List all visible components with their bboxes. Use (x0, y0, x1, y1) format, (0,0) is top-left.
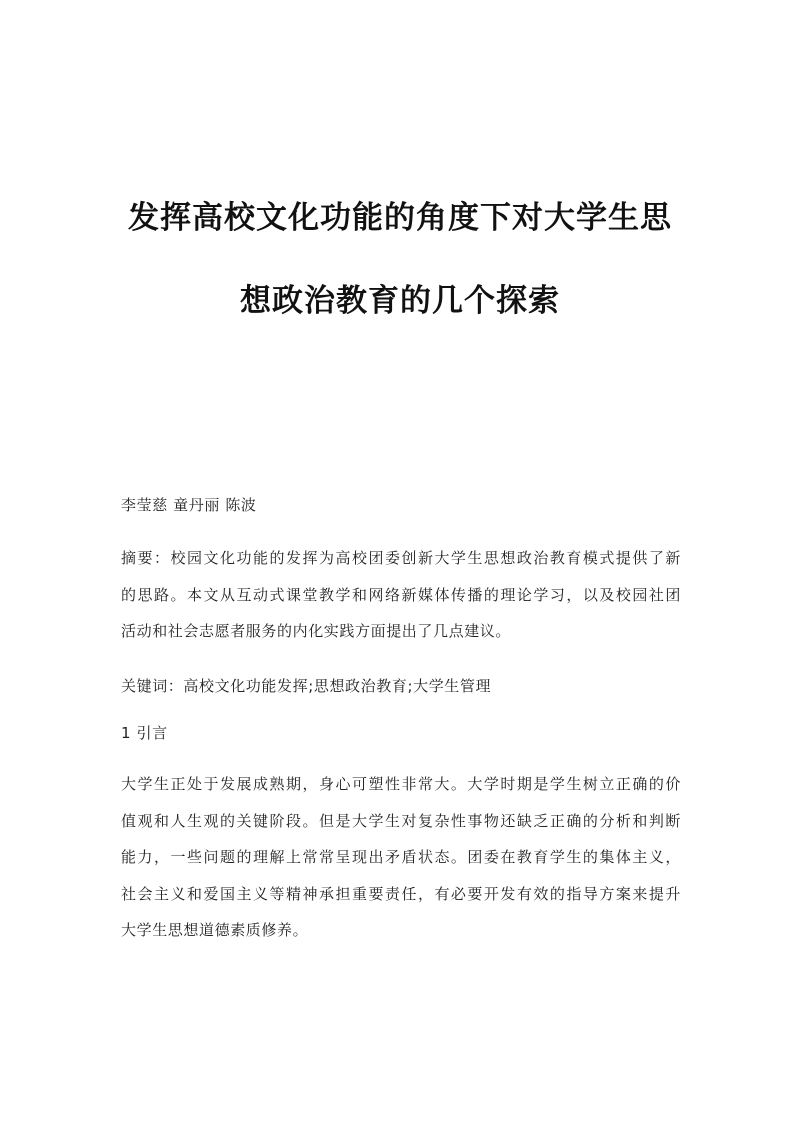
authors: 李莹慈 童丹丽 陈波 (121, 496, 257, 514)
section-line-4: 社会主义和爱国主义等精神承担重要责任，有必要开发有效的指导方案来提升 (121, 884, 681, 903)
abstract-line-3: 活动和社会志愿者服务的内化实践方面提出了几点建议。 (121, 622, 512, 640)
keywords: 关键词：高校文化功能发挥;思想政治教育;大学生管理 (121, 677, 492, 695)
section-line-3: 能力，一些问题的理解上常常呈现出矛盾状态。团委在教育学生的集体主义， (121, 848, 681, 866)
section-line-2: 值观和人生观的关键阶段。但是大学生对复杂性事物还缺乏正确的分析和判断 (121, 811, 681, 830)
section-line-1: 大学生正处于发展成熟期，身心可塑性非常大。大学时期是学生树立正确的价 (121, 775, 681, 793)
abstract-line-2: 的思路。本文从互动式课堂教学和网络新媒体传播的理论学习，以及校园社团 (121, 585, 681, 604)
section-heading: 1 引言 (121, 724, 168, 742)
abstract (121, 540, 681, 650)
section-line-5: 大学生思想道德素质修养。 (121, 921, 309, 939)
section-body (121, 766, 681, 949)
paper-title-line-1: 发挥高校文化功能的角度下对大学生思 (128, 200, 672, 236)
paper-title-line-2: 想政治教育的几个探索 (240, 283, 560, 319)
abstract-line-1: 摘要：校园文化功能的发挥为高校团委创新大学生思想政治教育模式提供了新 (121, 549, 681, 567)
